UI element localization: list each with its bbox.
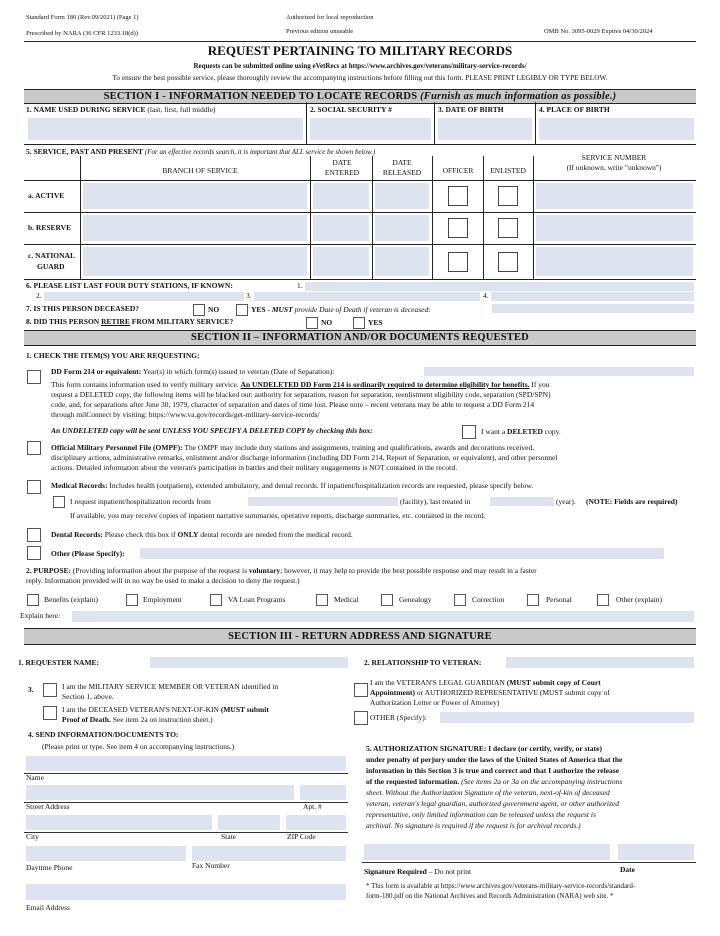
section3-header: SECTION III - RETURN ADDRESS AND SIGNATURE xyxy=(24,628,696,645)
auth-line3: information in this Section 3 is true and correct and that I authorize the release xyxy=(366,766,620,775)
street-caption: Street Address xyxy=(26,802,70,811)
apt-field[interactable] xyxy=(300,785,346,800)
signature-date-field[interactable] xyxy=(618,844,694,860)
reserve-enlisted-checkbox[interactable] xyxy=(498,218,518,238)
requester-label: 1. REQUESTER NAME: xyxy=(18,658,100,667)
station-3-num: 3. xyxy=(246,291,252,300)
dd214-checkbox[interactable] xyxy=(27,370,41,384)
signature-caption: Signature Required – Do not print xyxy=(364,867,472,876)
item7-label: 7. IS THIS PERSON DECEASED? xyxy=(26,304,140,313)
member-veteran-checkbox[interactable] xyxy=(43,683,57,697)
auth-line5: sheet. Without the Authorization Signature of the veteran, next-of-kin of deceased xyxy=(366,788,610,797)
relationship-label: 2. RELATIONSHIP TO VETERAN: xyxy=(364,658,482,667)
explain-label: Explain here: xyxy=(20,611,61,620)
guard-released-field[interactable] xyxy=(375,247,429,276)
reserve-officer-checkbox[interactable] xyxy=(448,218,468,238)
deceased-no-checkbox[interactable] xyxy=(193,304,205,316)
active-branch-field[interactable] xyxy=(83,183,307,209)
street-address-field[interactable] xyxy=(26,785,294,800)
purpose-va-loan-checkbox[interactable] xyxy=(210,594,222,606)
retired-no-checkbox[interactable] xyxy=(306,317,318,329)
date-caption: Date xyxy=(620,865,635,874)
omb-number: OMB No. 3095-0029 Expires 04/30/2024 xyxy=(544,28,653,35)
purpose-employment-checkbox[interactable] xyxy=(126,594,138,606)
inpatient-facility-label: (facility), last treated in xyxy=(400,497,471,506)
fields-required-note: (NOTE: Fields are required) xyxy=(586,497,678,506)
active-enlisted-checkbox[interactable] xyxy=(498,186,518,206)
col-released-1: DATE xyxy=(392,158,412,167)
row-active: a. ACTIVE xyxy=(28,191,65,200)
item5-label: 5. SERVICE, PAST AND PRESENT (For an effective records search, it is important that ALL service be shown below.) xyxy=(26,147,376,156)
form-id: Standard Form 180 (Rev.09/2021) (Page 1) xyxy=(26,14,139,21)
ompf-line2: disciplinary actions, administrative remarks, enlistment and/or discharge information (including DD Form 214, Report of Separation, or equivalent), and other personnel xyxy=(51,453,558,462)
email-caption: Email Address xyxy=(26,903,70,912)
next-of-kin-line1: I am the DECEASED VETERAN'S NEXT-OF-KIN (MUST submit xyxy=(62,705,269,714)
other-label: Other (Please Specify): xyxy=(51,549,125,558)
section1-subtitle: (Furnish as much information as possible.) xyxy=(420,91,617,102)
purpose-other-checkbox[interactable] xyxy=(597,594,609,606)
purpose-line1: 2. PURPOSE: (Providing information about the purpose of the request is voluntary; however, it may help to provide the best possible response and may result in a faster xyxy=(26,566,537,575)
guard-officer-checkbox[interactable] xyxy=(448,252,468,272)
guard-entered-field[interactable] xyxy=(313,247,369,276)
name-caption: Name xyxy=(26,773,44,782)
auth-line6: veteran, veteran's legal guardian, authorized government agent, or other authorized xyxy=(366,799,619,808)
inpatient-checkbox[interactable] xyxy=(53,496,65,508)
active-released-field[interactable] xyxy=(375,183,429,209)
col-branch: BRANCH OF SERVICE xyxy=(162,166,238,175)
col-service-2: (If unknown, write "unknown") xyxy=(566,163,662,172)
item4-label: 4. PLACE OF BIRTH xyxy=(539,105,610,114)
medical-line1: Medical Records: Includes health (outpatient), extended ambulatory, and dental records. If inpatient/hospitalization records are requested, please specify below. xyxy=(51,481,534,490)
item6-label: 6. PLEASE LIST LAST FOUR DUTY STATIONS, IF KNOWN: xyxy=(26,281,233,290)
auth-line1: 5. AUTHORIZATION SIGNATURE: I declare (or certify, verify, or state) xyxy=(366,744,602,753)
form-title: REQUEST PERTAINING TO MILITARY RECORDS xyxy=(207,43,513,58)
station-3-field[interactable] xyxy=(254,292,480,301)
station-1-num: 1. xyxy=(297,281,303,290)
purpose-va-loan-label: VA Loan Programs xyxy=(228,595,286,604)
city-caption: City xyxy=(26,832,39,841)
medical-checkbox[interactable] xyxy=(27,480,41,494)
reserve-branch-field[interactable] xyxy=(83,215,307,241)
item3-label: 3. DATE OF BIRTH xyxy=(438,105,504,114)
auth-line7: representative, only limited information can be released unless the request is xyxy=(366,810,596,819)
station-2-num: 2. xyxy=(36,291,42,300)
zip-caption: ZIP Code xyxy=(287,832,316,841)
check-items-title: 1. CHECK THE ITEM(S) YOU ARE REQUESTING: xyxy=(26,351,200,360)
item3-number: 3. xyxy=(28,685,34,694)
col-service-1: SERVICE NUMBER xyxy=(581,153,647,162)
purpose-benefits-checkbox[interactable] xyxy=(27,594,39,606)
state-caption: State xyxy=(221,832,236,841)
other-checkbox[interactable] xyxy=(27,546,41,560)
send-to-title: 4. SEND INFORMATION/DOCUMENTS TO: xyxy=(28,730,179,739)
send-name-field[interactable] xyxy=(26,756,346,771)
deceased-yes-label: YES - MUST provide Date of Death if veteran is deceased: xyxy=(251,305,431,314)
daytime-phone-caption: Daytime Phone xyxy=(26,863,73,872)
ssn-field[interactable] xyxy=(310,118,431,140)
col-entered-2: ENTERED xyxy=(324,168,360,177)
medical-line3: If available, you may receive copies of inpatient narrative summaries, operative reports, discharge summaries, etc. contained in the record. xyxy=(70,511,486,520)
active-officer-checkbox[interactable] xyxy=(448,186,468,206)
ompf-line3: actions. Detailed information about the veteran's participation in battles and their military engagements is NOT contained in the record. xyxy=(51,463,458,472)
active-service-number-field[interactable] xyxy=(536,183,693,209)
section2-header: SECTION II – INFORMATION AND/OR DOCUMENTS REQUESTED xyxy=(24,330,696,346)
city-field[interactable] xyxy=(26,815,212,830)
purpose-line2: reply. Information provided will in no way be used to make a decision to deny the request.) xyxy=(26,576,300,585)
auth-line4: of the requested information. (See items 2a or 3a on the accompanying instructions xyxy=(366,777,623,786)
section1-header xyxy=(24,89,696,104)
inpatient-label: I request inpatient/hospitalization records from xyxy=(70,497,211,506)
station-1-field[interactable] xyxy=(305,282,694,291)
station-4-num: 4. xyxy=(483,291,489,300)
purpose-correction-label: Correction xyxy=(472,595,505,604)
daytime-phone-field[interactable] xyxy=(26,846,186,861)
guardian-line3: Authorization Letter or Power of Attorney) xyxy=(370,698,500,707)
reserve-released-field[interactable] xyxy=(375,215,429,241)
dd214-line1: This form contains information used to verify military service. An UNDELETED DD Form 214 is ordinarily required to determine eligibility for benefits. If you xyxy=(51,380,550,389)
dob-field[interactable] xyxy=(438,118,532,140)
item8-label: 8. DID THIS PERSON RETIRE FROM MILITARY SERVICE? xyxy=(26,317,234,326)
item1-label: 1. NAME USED DURING SERVICE (last, first, full middle) xyxy=(26,105,216,114)
guardian-checkbox[interactable] xyxy=(354,683,368,697)
date-of-death-field[interactable] xyxy=(492,304,694,313)
deleted-copy-checkbox[interactable] xyxy=(462,425,476,439)
previous-edition: Previous edition unusable xyxy=(286,28,354,35)
purpose-benefits-label: Benefits (explain) xyxy=(44,595,98,604)
section1-title: SECTION I - INFORMATION NEEDED TO LOCATE RECORDS xyxy=(103,91,418,102)
authorized-note: Authorized for local reproduction xyxy=(286,14,374,21)
signature-field[interactable] xyxy=(364,844,610,860)
purpose-employment-label: Employment xyxy=(143,595,182,604)
explain-field[interactable] xyxy=(72,611,694,622)
other-relationship-field[interactable] xyxy=(440,712,694,723)
guardian-line2: Appointment) or AUTHORIZED REPRESENTATIVE (MUST submit copy of xyxy=(370,688,610,697)
guard-enlisted-checkbox[interactable] xyxy=(498,252,518,272)
send-to-note: (Please print or type. See item 4 on accompanying instructions.) xyxy=(42,742,235,751)
next-of-kin-checkbox[interactable] xyxy=(43,706,57,720)
dd214-line2: request a DELETED copy, the following items will be blacked out: authority for separation, reason for separation, reenlistment eligibility code, separation (SPD/SPN) xyxy=(51,390,551,399)
purpose-correction-checkbox[interactable] xyxy=(454,594,466,606)
name-field[interactable] xyxy=(28,118,303,140)
dd214-years-field[interactable] xyxy=(424,367,694,376)
station-2-field[interactable] xyxy=(44,292,244,301)
online-note: Requests can be submitted online using eVetRecs at https://www.archives.gov/veterans/military-service-records/ xyxy=(193,62,527,70)
col-officer: OFFICER xyxy=(442,166,474,175)
purpose-genealogy-label: Genealogy xyxy=(399,595,432,604)
pob-field[interactable] xyxy=(539,118,694,140)
email-field[interactable] xyxy=(26,884,346,900)
retired-yes-label: YES xyxy=(368,318,383,327)
undeleted-note: An UNDELETED copy will be sent UNLESS YOU SPECIFY A DELETED COPY by checking this box: xyxy=(51,426,373,435)
dental-label: Dental Records: Please check this box if ONLY dental records are needed from the medical record. xyxy=(51,530,353,539)
print-instructions: To ensure the best possible service, please thoroughly review the accompanying instructions before filling out this form. PLEASE PRINT LEGIBLY OR TYPE BELOW. xyxy=(112,73,608,82)
deleted-copy-label: I want a DELETED copy. xyxy=(481,427,561,436)
purpose-genealogy-checkbox[interactable] xyxy=(381,594,393,606)
state-field[interactable] xyxy=(218,815,280,830)
next-of-kin-line2: Proof of Death. See item 2a on instruction sheet.) xyxy=(62,715,213,724)
purpose-personal-checkbox[interactable] xyxy=(527,594,539,606)
purpose-medical-checkbox[interactable] xyxy=(316,594,328,606)
guard-service-number-field[interactable] xyxy=(536,247,693,276)
reserve-entered-field[interactable] xyxy=(313,215,369,241)
row-reserve: b. RESERVE xyxy=(28,223,72,232)
item2-label: 2. SOCIAL SECURITY # xyxy=(310,105,392,114)
relationship-field[interactable] xyxy=(506,657,694,668)
dd214-title: DD Form 214 or equivalent: Year(s) in which form(s) issued to veteran (Date of Separation): xyxy=(51,367,335,376)
other-relationship-checkbox[interactable] xyxy=(354,711,368,725)
inpatient-year-field[interactable] xyxy=(490,497,554,506)
purpose-other-label: Other (explain) xyxy=(616,595,663,604)
apt-caption: Apt. # xyxy=(303,802,322,811)
reserve-service-number-field[interactable] xyxy=(536,215,693,241)
ompf-line1: Official Military Personnel File (OMPF): The OMPF may include duty stations and assignments, training and qualifications, awards and decorations received, xyxy=(51,443,535,452)
member-veteran-line2: Section 1, above. xyxy=(62,692,114,701)
col-entered-1: DATE xyxy=(332,158,352,167)
available-line1: * This form is available at https://www.archives.gov/veterans-military-service-records/standard- xyxy=(366,882,636,890)
fax-caption: Fax Number xyxy=(192,861,230,870)
dental-checkbox[interactable] xyxy=(27,528,41,542)
guard-branch-field[interactable] xyxy=(83,247,307,276)
col-enlisted: ENLISTED xyxy=(490,166,526,175)
active-entered-field[interactable] xyxy=(313,183,369,209)
retired-no-label: NO xyxy=(321,318,333,327)
available-line2: form-180.pdf on the National Archives and Records Administration (NARA) web site. * xyxy=(366,892,614,900)
other-specify-field[interactable] xyxy=(140,548,664,559)
dd214-line3: code, and, for separations after June 30, 1979, character of separation and dates of time lost. Please note – recent veterans may be able to request a DD Form 214 xyxy=(51,400,535,409)
zip-field[interactable] xyxy=(286,815,346,830)
deceased-no-label: NO xyxy=(208,305,220,314)
retired-yes-checkbox[interactable] xyxy=(353,317,365,329)
purpose-medical-label: Medical xyxy=(334,595,359,604)
fax-field[interactable] xyxy=(192,846,346,861)
ompf-checkbox[interactable] xyxy=(27,441,41,455)
header-rule xyxy=(24,41,696,42)
row-guard-1: c. NATIONAL xyxy=(28,251,75,260)
inpatient-facility-field[interactable] xyxy=(248,497,398,506)
row-guard-2: GUARD xyxy=(37,262,65,271)
deceased-yes-checkbox[interactable] xyxy=(236,304,248,316)
auth-line2: under penalty of perjury under the laws of the United States of America that the xyxy=(366,755,623,764)
inpatient-year-label: (year). xyxy=(556,497,576,506)
guardian-line1: I am the VETERAN'S LEGAL GUARDIAN (MUST submit copy of Court xyxy=(370,678,601,687)
prescribed-by: Prescribed by NARA (36 CFR 1233.18(d)) xyxy=(26,30,138,37)
other-relationship-label: OTHER (Specify): xyxy=(370,713,427,722)
station-4-field[interactable] xyxy=(491,292,694,301)
dd214-line4: through milConnect by visiting: https://www.va.gov/records/get-military-service-records/ xyxy=(51,410,320,419)
purpose-personal-label: Personal xyxy=(546,595,572,604)
auth-line8: archival. No signature is required if the request is for archival records.) xyxy=(366,821,581,830)
requester-name-field[interactable] xyxy=(150,657,348,668)
col-released-2: RELEASED xyxy=(382,168,422,177)
member-veteran-line1: I am the MILITARY SERVICE MEMBER OR VETERAN identified in xyxy=(62,682,279,691)
